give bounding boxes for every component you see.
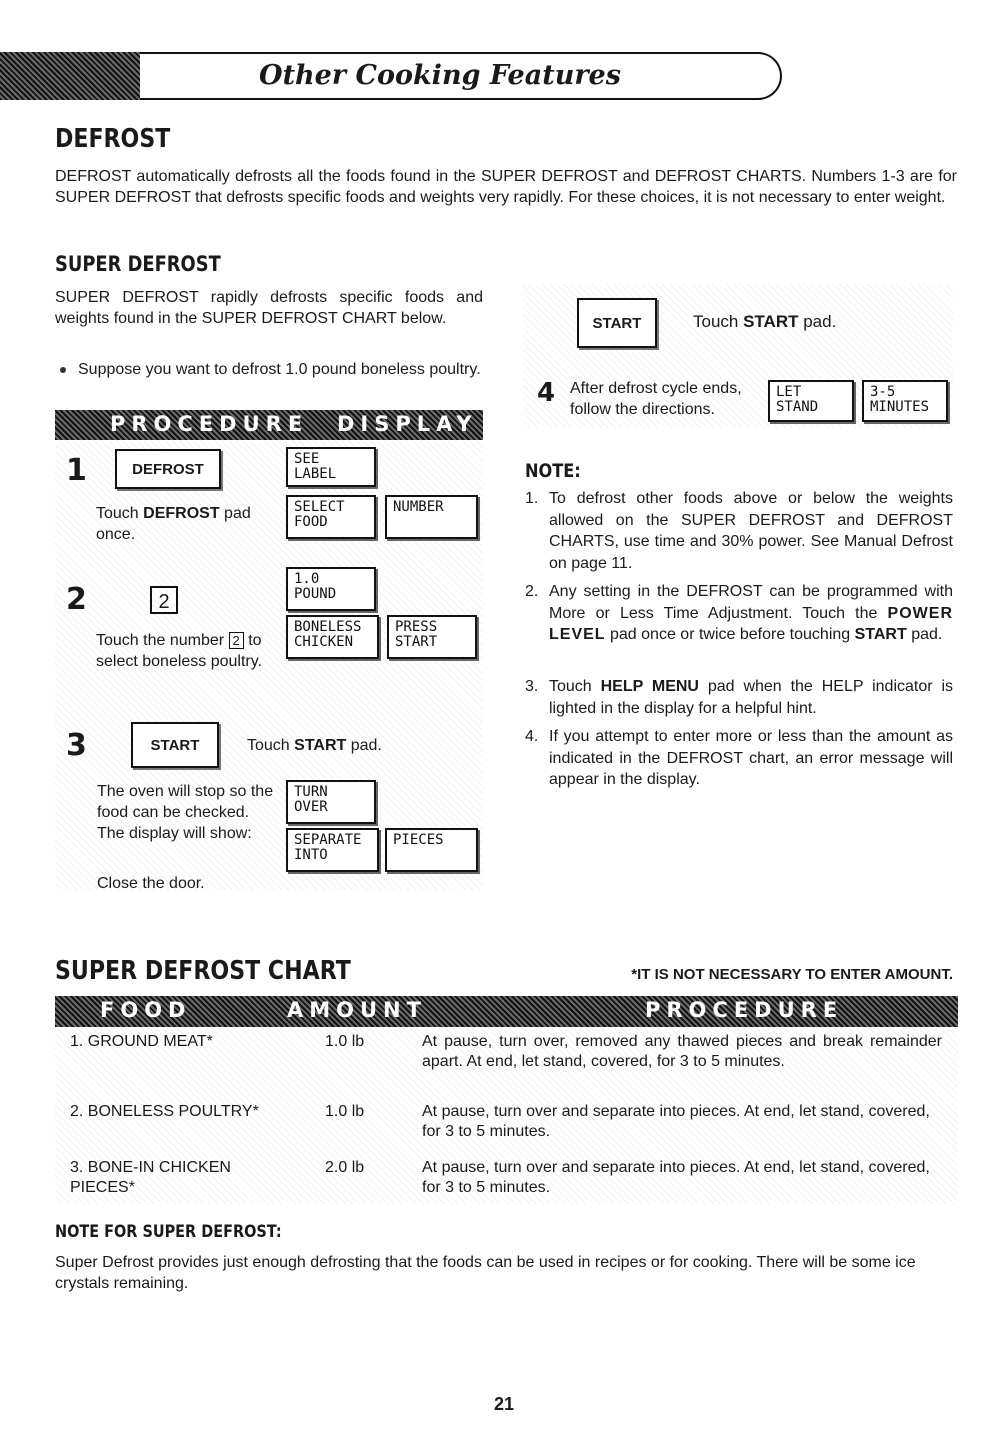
note-item-2-number: 2.: [525, 583, 539, 600]
lcd-press-start: PRESS START: [387, 615, 477, 659]
chart-row-1-amount: 1.0 lb: [325, 1033, 365, 1050]
defrost-intro: DEFROST automatically defrosts all the foods found in the SUPER DEFROST and DEFROST CHARTS. Numbers 1-3 are for SUPER DEFROST that defrosts specific foods and weights very rapidly. For these choices, it is not necessary to enter weight.: [55, 168, 957, 206]
chart-col-amount: AMOUNT: [287, 998, 427, 1022]
start-pad-button-step3[interactable]: START: [131, 722, 219, 768]
step-1-number: 1: [66, 453, 87, 488]
super-defrost-heading: SUPER DEFROST: [55, 252, 221, 276]
start-step-text-a: Touch: [693, 312, 744, 331]
defrost-heading: DEFROST: [55, 124, 171, 154]
step-3-body: The oven will stop so the food can be checked. The display will show:: [97, 783, 274, 842]
step-2-number: 2: [66, 582, 87, 617]
chart-row-1-food: 1. GROUND MEAT*: [70, 1033, 213, 1050]
lcd-boneless-chicken: BONELESS CHICKEN: [286, 615, 379, 659]
note-super-text: Super Defrost provides just enough defrosting that the foods can be used in recipes or for cooking. There will be some ice crystals remaining.: [55, 1254, 916, 1292]
chart-row-2-procedure: At pause, turn over and separate into pieces. At end, let stand, covered, for 3 to 5 minutes.: [422, 1103, 930, 1140]
note-item-1-text: To defrost other foods above or below the weights allowed on the SUPER DEFROST and DEFROST CHARTS, use time and 30% power. See Manual Defrost on page 11.: [549, 490, 953, 572]
header-hatch: [0, 52, 142, 100]
chart-row-1-procedure: At pause, turn over, removed any thawed pieces and break remainder apart. At end, let stand, covered, for 3 to 5 minutes.: [422, 1033, 942, 1070]
chart-col-food: FOOD: [100, 998, 192, 1022]
chart-heading: SUPER DEFROST CHART: [55, 956, 351, 986]
step-3-close-door: Close the door.: [97, 875, 205, 892]
note-item-3-c: pad when the HELP indicator is lighted in the display for a helpful hint.: [549, 678, 954, 717]
lcd-pieces: PIECES: [385, 828, 478, 872]
step-2-inline-key: 2: [229, 632, 244, 649]
number-2-key[interactable]: 2: [150, 586, 178, 614]
step-1-text-c: pad once.: [96, 505, 251, 543]
note-item-2: [525, 581, 953, 646]
note-item-3: [525, 676, 953, 719]
procedure-column-header: PROCEDURE: [110, 412, 309, 436]
chart-col-procedure: PROCEDURE: [645, 998, 844, 1022]
chart-row-2-food: 2. BONELESS POULTRY*: [70, 1103, 259, 1120]
start-step-start-word: START: [743, 312, 799, 331]
super-defrost-bullet: Suppose you want to defrost 1.0 pound boneless poultry.: [78, 361, 481, 378]
start-pad-button[interactable]: START: [577, 298, 657, 348]
super-defrost-intro: SUPER DEFROST rapidly defrosts specific foods and weights found in the SUPER DEFROST CHART below.: [55, 289, 483, 327]
note-item-2-a: Any setting in the DEFROST can be programmed with More or Less Time Adjustment. Touch the: [549, 583, 953, 622]
defrost-pad-button[interactable]: DEFROST: [115, 449, 221, 489]
bullet-icon: [60, 367, 66, 373]
chart-row-2-amount: 1.0 lb: [325, 1103, 365, 1120]
lcd-number: NUMBER: [385, 495, 478, 539]
lcd-3-5-minutes: 3-5 MINUTES: [862, 380, 948, 422]
step-2-text-b: to select boneless poultry.: [96, 632, 263, 670]
note-item-3-help-menu: HELP MENU: [600, 678, 699, 695]
procedure-table-header: [55, 410, 483, 440]
chart-header-row: [55, 996, 958, 1027]
chart-row-3-food: 3. BONE-IN CHICKEN PIECES*: [70, 1159, 231, 1196]
header-title: Other Cooking Features: [259, 60, 621, 91]
note-heading: NOTE:: [525, 460, 581, 482]
step-1-text-a: Touch: [96, 505, 144, 522]
step-4-text: After defrost cycle ends, follow the directions.: [570, 380, 742, 418]
step-4-number: 4: [537, 378, 556, 408]
page-number: 21: [493, 1394, 515, 1414]
display-column-header: DISPLAY: [337, 412, 478, 436]
lcd-let-stand: LET STAND: [768, 380, 854, 422]
note-item-4-text: If you attempt to enter more or less than the amount as indicated in the DEFROST chart, an error message will appear in the display.: [549, 728, 953, 788]
note-item-2-power-level: POWER LEVEL: [549, 604, 953, 643]
start-step-text: [693, 311, 933, 332]
lcd-1-0-pound: 1.0 POUND: [286, 567, 376, 611]
lcd-see-label: SEE LABEL: [286, 447, 376, 487]
lcd-separate-into: SEPARATE INTO: [286, 828, 379, 872]
note-item-1: [525, 488, 953, 574]
step-1-defrost-word: DEFROST: [143, 505, 220, 522]
step-2-text: [96, 630, 276, 672]
note-item-2-start: START: [854, 626, 907, 643]
chart-footnote: *IT IS NOT NECESSARY TO ENTER AMOUNT.: [631, 966, 953, 983]
start-step-text-c: pad.: [798, 312, 837, 331]
step-1-text: [96, 503, 280, 545]
step-2-text-a: Touch the number: [96, 632, 229, 649]
step-3-start-word: START: [294, 737, 347, 754]
note-item-1-number: 1.: [525, 490, 539, 507]
note-item-2-e: pad.: [906, 626, 943, 643]
note-item-2-c: pad once or twice before touching: [605, 626, 855, 643]
lcd-select-food: SELECT FOOD: [286, 495, 376, 539]
note-item-3-number: 3.: [525, 678, 539, 695]
chart-row-3-procedure: At pause, turn over and separate into pieces. At end, let stand, covered, for 3 to 5 minutes.: [422, 1159, 930, 1196]
lcd-turn-over: TURN OVER: [286, 780, 376, 824]
step-3-instruction: [247, 735, 477, 756]
step-3-number: 3: [66, 728, 87, 763]
step-3-text-a: Touch: [247, 737, 295, 754]
step-3-text-c: pad.: [346, 737, 382, 754]
note-item-4-number: 4.: [525, 728, 539, 745]
note-super-heading: NOTE FOR SUPER DEFROST:: [55, 1222, 282, 1242]
note-item-4: [525, 726, 953, 791]
chart-row-3-amount: 2.0 lb: [325, 1159, 365, 1176]
note-item-3-a: Touch: [549, 678, 601, 695]
